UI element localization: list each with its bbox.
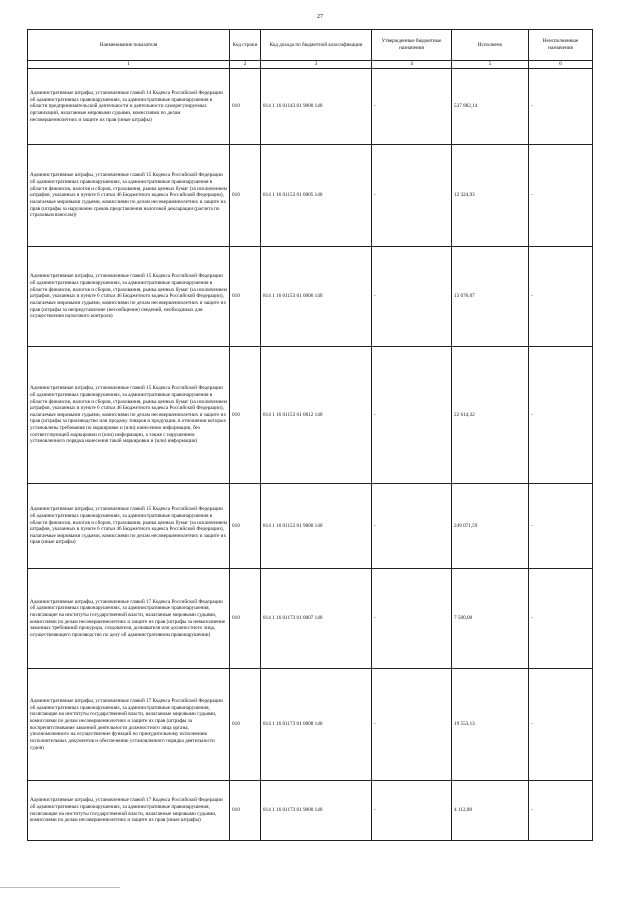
income-code: 814 1 16 01173 01 0008 140 [261, 669, 372, 781]
header-income-code: Код дохода по бюджетной классификации [261, 30, 372, 61]
table-row [28, 569, 593, 669]
unexecuted-amount: - [529, 69, 593, 145]
approved-amount: - [372, 145, 452, 247]
line-code: 010 [230, 247, 261, 347]
table-row [28, 669, 593, 781]
table-row [28, 484, 593, 569]
column-number: 1 [28, 61, 230, 69]
table-row [28, 247, 593, 347]
indicator-name: Административные штрафы, установленные главой 15 Кодекса Российской Федерации об административных правонарушениях, за административные правонарушения в области финансов, налогов и сборов, страхования, рынка ценных бумаг (за исключением штрафов, указанных в пункте 6 статьи 46 Бюджетного кодекса Российской Федерации), налагаемые мировыми судьями, комиссиями по делам несовершеннолетних и защите их прав (иные штрафы) [28, 484, 230, 569]
header-unexecuted: Неисполненные назначения [529, 30, 593, 61]
column-numbers-row [28, 61, 593, 69]
line-code: 010 [230, 145, 261, 247]
income-code: 814 1 16 01153 01 0012 140 [261, 347, 372, 484]
column-number: 6 [529, 61, 593, 69]
footer-scan-line [0, 887, 120, 888]
approved-amount: - [372, 781, 452, 841]
line-code: 010 [230, 781, 261, 841]
executed-amount: 13 676,07 [452, 247, 529, 347]
executed-amount: 249 071,59 [452, 484, 529, 569]
executed-amount: 537 882,14 [452, 69, 529, 145]
table-row [28, 347, 593, 484]
table-row [28, 145, 593, 247]
indicator-name: Административные штрафы, установленные главой 15 Кодекса Российской Федерации об административных правонарушениях, за административные правонарушения в области финансов, налогов и сборов, страхования, рынка ценных бумаг (за исключением штрафов, указанных в пункте 6 статьи 46 Бюджетного кодекса Российской Федерации), налагаемые мировыми судьями, комиссиями по делам несовершеннолетних и защите их прав (штрафы за производство или продажу товаров и продукции, в отношении которых установлены требования по маркировке и (или) нанесению информации, без соответствующей маркировки и (или) информации, а также с нарушением установленного порядка нанесения такой маркировки и (или) информации) [28, 347, 230, 484]
indicator-name: Административные штрафы, установленные главой 15 Кодекса Российской Федерации об административных правонарушениях, за административные правонарушения в области финансов, налогов и сборов, страхования, рынка ценных бумаг (за исключением штрафов, указанных в пункте 6 статьи 46 Бюджетного кодекса Российской Федерации), налагаемые мировыми судьями, комиссиями по делам несовершеннолетних и защите их прав (штрафы за непредставление (несообщение) сведений, необходимых для осуществления налогового контроля) [28, 247, 230, 347]
table-row [28, 781, 593, 841]
line-code: 010 [230, 484, 261, 569]
unexecuted-amount: - [529, 781, 593, 841]
unexecuted-amount: - [529, 145, 593, 247]
executed-amount: 19 553,13 [452, 669, 529, 781]
approved-amount: - [372, 569, 452, 669]
income-code: 814 1 16 01143 01 9000 140 [261, 69, 372, 145]
line-code: 010 [230, 669, 261, 781]
income-code: 814 1 16 01153 01 9000 140 [261, 484, 372, 569]
revenue-execution-table [27, 29, 593, 841]
unexecuted-amount: - [529, 247, 593, 347]
indicator-name: Административные штрафы, установленные главой 17 Кодекса Российской Федерации об административных правонарушениях, за административные правонарушения, посягающие на институты государственной власти, налагаемые мировыми судьями, комиссиями по делам несовершеннолетних и защите их прав (штрафы за невыполнение законных требований прокурора, следователя, дознавателя или должностного лица, осуществляющего производство по делу об административном правонарушении) [28, 569, 230, 669]
indicator-name: Административные штрафы, установленные главой 14 Кодекса Российской Федерации об административных правонарушениях, за административные правонарушения в области предпринимательской деятельности и деятельности саморегулируемых организаций, налагаемые мировыми судьями, комиссиями по делам несовершеннолетних и защите их прав (иные штрафы) [28, 69, 230, 145]
approved-amount: - [372, 247, 452, 347]
column-number: 4 [372, 61, 452, 69]
line-code: 010 [230, 347, 261, 484]
executed-amount: 12 324,93 [452, 145, 529, 247]
page-number: 27 [317, 14, 323, 20]
header-line-code: Код строки [230, 30, 261, 61]
header-executed: Исполнено [452, 30, 529, 61]
executed-amount: 4 112,08 [452, 781, 529, 841]
executed-amount: 22 614,32 [452, 347, 529, 484]
unexecuted-amount: - [529, 669, 593, 781]
unexecuted-amount: - [529, 569, 593, 669]
approved-amount: - [372, 69, 452, 145]
unexecuted-amount: - [529, 484, 593, 569]
income-code: 814 1 16 01153 01 0006 140 [261, 247, 372, 347]
executed-amount: 7 500,00 [452, 569, 529, 669]
header-indicator-name: Наименование показателя [28, 30, 230, 61]
column-number: 3 [261, 61, 372, 69]
column-number: 2 [230, 61, 261, 69]
income-code: 814 1 16 01173 01 0007 140 [261, 569, 372, 669]
header-approved: Утвержденные бюджетные назначения [372, 30, 452, 61]
income-code: 814 1 16 01153 01 0005 140 [261, 145, 372, 247]
approved-amount: - [372, 669, 452, 781]
indicator-name: Административные штрафы, установленные главой 17 Кодекса Российской Федерации об административных правонарушениях, за административные правонарушения, посягающие на институты государственной власти, налагаемые мировыми судьями, комиссиями по делам несовершеннолетних и защите их прав (иные штрафы) [28, 781, 230, 841]
approved-amount: - [372, 484, 452, 569]
approved-amount: - [372, 347, 452, 484]
unexecuted-amount: - [529, 347, 593, 484]
column-number: 5 [452, 61, 529, 69]
line-code: 010 [230, 569, 261, 669]
indicator-name: Административные штрафы, установленные главой 17 Кодекса Российской Федерации об административных правонарушениях, за административные правонарушения, посягающие на институты государственной власти, налагаемые мировыми судьями, комиссиями по делам несовершеннолетних и защите их прав (штрафы за воспрепятствование законной деятельности должностного лица органа, уполномоченного на осуществление функций по принудительному исполнению исполнительных документов и обеспечению установленного порядка деятельности судов) [28, 669, 230, 781]
table-row [28, 69, 593, 145]
indicator-name: Административные штрафы, установленные главой 15 Кодекса Российской Федерации об административных правонарушениях, за административные правонарушения в области финансов, налогов и сборов, страхования, рынка ценных бумаг (за исключением штрафов, указанных в пункте 6 статьи 46 Бюджетного кодекса Российской Федерации), налагаемые мировыми судьями, комиссиями по делам несовершеннолетних и защите их прав (штрафы за нарушение сроков представления налоговой декларации (расчета по страховым взносам)) [28, 145, 230, 247]
line-code: 010 [230, 69, 261, 145]
income-code: 814 1 16 01173 01 9000 140 [261, 781, 372, 841]
table-header-row [28, 30, 593, 61]
